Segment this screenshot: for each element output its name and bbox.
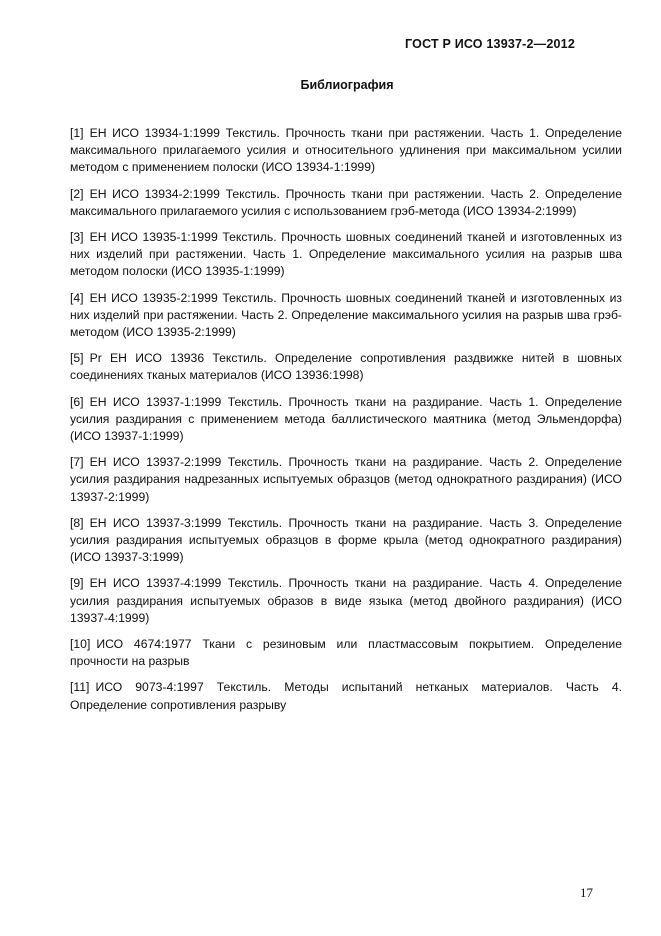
reference-number: [9] xyxy=(70,576,84,591)
bibliography-entry-6 xyxy=(70,394,622,446)
page-number: 17 xyxy=(580,885,593,900)
bibliography-list xyxy=(70,125,622,723)
reference-text: ЕН ИСО 13937-4:1999 Текстиль. Прочность ткани на раздирание. Часть 4. Определение усилия раздирания испытуемых образов в виде языка (метод двойного раздирания) (ИСО 13937-4:1999) xyxy=(70,576,622,625)
reference-text: ИСО 4674:1977 Ткани с резиновым или пластмассовым покрытием. Определение прочности на разрыв xyxy=(70,637,622,669)
reference-number: [11] xyxy=(70,680,90,695)
reference-number: [6] xyxy=(70,394,84,409)
bibliography-entry-8 xyxy=(70,515,622,567)
reference-number: [5] xyxy=(70,351,84,366)
reference-number: [1] xyxy=(70,126,84,140)
bibliography-entry-4 xyxy=(70,290,622,342)
standard-code-header: ГОСТ Р ИСО 13937-2—2012 xyxy=(405,37,575,51)
reference-text: ЕН ИСО 13937-3:1999 Текстиль. Прочность ткани на раздирание. Часть 3. Определение усилия раздирания испытуемых образцов в форме крыла (метод однократного раздирания) (ИСО 13937-3:1999) xyxy=(70,515,622,565)
reference-number: [2] xyxy=(70,186,84,201)
bibliography-entry-1 xyxy=(70,125,622,177)
reference-number: [7] xyxy=(70,455,84,470)
bibliography-entry-3 xyxy=(70,229,622,281)
bibliography-entry-7 xyxy=(70,454,622,506)
reference-text: ЕН ИСО 13934-1:1999 Текстиль. Прочность ткани при растяжении. Часть 1. Определение максимального прилагаемого усилия и относительного удлинения при максимальном усилии методом с применением полоски (ИСО 13934-1:1999) xyxy=(70,126,622,175)
bibliography-entry-11 xyxy=(70,679,622,713)
reference-number: [10] xyxy=(70,637,91,652)
reference-text: Pr ЕН ИСО 13936 Текстиль. Определение сопротивления раздвижке нитей в шовных соединениях тканых материалов (ИСО 13936:1998) xyxy=(70,351,622,383)
reference-text: ЕН ИСО 13935-1:1999 Текстиль. Прочность шовных соединений тканей и изготовленных из них изделий при растяжении. Часть 1. Определение максимального усилия на разрыв шва методом полоски (ИСО 13935-1:1999) xyxy=(70,230,622,279)
reference-number: [4] xyxy=(70,290,84,305)
reference-text: ЕН ИСО 13934-2:1999 Текстиль. Прочность ткани при растяжении. Часть 2. Определение максимального прилагаемого усилия с использованием грэб-метода (ИСО 13934-2:1999) xyxy=(70,186,622,218)
reference-text: ЕН ИСО 13935-2:1999 Текстиль. Прочность шовных соединений тканей и изготовленных из них изделий при растяжении. Часть 2. Определение максимального усилия на разрыв шва грэб-методом (ИСО 13935-2:1999) xyxy=(70,290,622,340)
bibliography-entry-2 xyxy=(70,186,622,220)
reference-number: [8] xyxy=(70,515,84,530)
reference-text: ИСО 9073-4:1997 Текстиль. Методы испытаний нетканых материалов. Часть 4. Определение сопротивления разрыву xyxy=(70,680,622,712)
reference-text: ЕН ИСО 13937-2:1999 Текстиль. Прочность ткани на раздирание. Часть 2. Определение усилия раздирания надрезанных испытуемых образцов (метод однократного раздирания) (ИСО 13937-2:1999) xyxy=(70,455,622,504)
bibliography-entry-5 xyxy=(70,350,622,384)
bibliography-title: Библиография xyxy=(300,78,394,92)
bibliography-entry-10 xyxy=(70,636,622,670)
reference-number: [3] xyxy=(70,230,84,245)
reference-text: ЕН ИСО 13937-1:1999 Текстиль. Прочность ткани на раздирание. Часть 1. Определение усилия раздирания с применением метода баллистического маятника (метод Эльмендорфа) (ИСО 13937-1:1999) xyxy=(70,394,622,444)
bibliography-entry-9 xyxy=(70,575,622,627)
